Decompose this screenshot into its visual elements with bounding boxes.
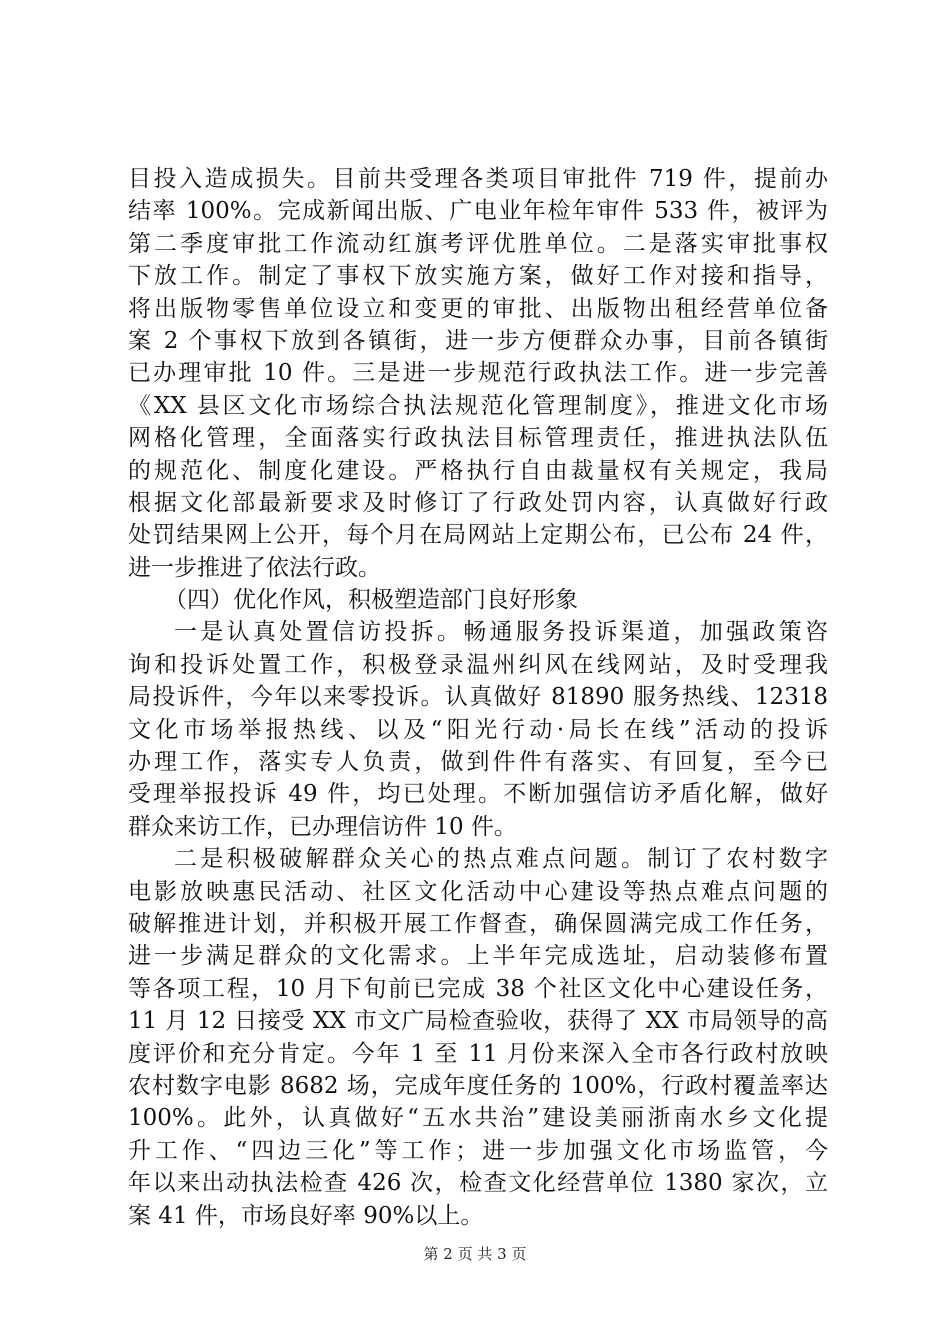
text-line: 《XX 县区文化市场综合执法规范化管理制度》，推进文化市场 <box>128 392 828 419</box>
text-line: 一是认真处置信访投拆。畅通服务投诉渠道，加强政策咨 <box>174 619 828 646</box>
text-line: 受理举报投诉 49 件，均已处理。不断加强信访矛盾化解，做好 <box>128 781 828 808</box>
text-line: 局投诉件，今年以来零投诉。认真做好 81890 服务热线、12318 <box>128 684 828 711</box>
text-line: 11 月 12 日接受 XX 市文广局检查验收，获得了 XX 市局领导的高 <box>128 1008 828 1035</box>
text-line: 升工作、“四边三化”等工作；进一步加强文化市场监管，今 <box>128 1137 828 1164</box>
text-line: 下放工作。制定了事权下放实施方案，做好工作对接和指导， <box>128 263 828 290</box>
text-line: 破解推进计划，并积极开展工作督查，确保圆满完成工作任务， <box>128 910 828 937</box>
text-line: 已办理审批 10 件。三是进一步规范行政执法工作。进一步完善 <box>128 360 828 387</box>
text-line: 目投入造成损失。目前共受理各类项目审批件 719 件，提前办 <box>128 166 828 192</box>
text-line: 农村数字电影 8682 场，完成年度任务的 100%，行政村覆盖率达 <box>128 1072 828 1099</box>
text-line: 的规范化、制度化建设。严格执行自由裁量权有关规定，我局 <box>128 457 828 484</box>
text-line: 电影放映惠民活动、社区文化活动中心建设等热点难点问题的 <box>128 878 828 905</box>
text-line: 等各项工程，10 月下旬前已完成 38 个社区文化中心建设任务， <box>128 975 828 1002</box>
text-line: 100%。此外，认真做好“五水共治”建设美丽浙南水乡文化提 <box>128 1105 828 1132</box>
text-line: 网格化管理，全面落实行政执法目标管理责任，推进执法队伍 <box>128 425 828 452</box>
section-heading: （四）优化作风，积极塑造部门良好形象 <box>164 587 578 614</box>
text-line: 文化市场举报热线、以及“阳光行动·局长在线”活动的投诉 <box>128 716 828 743</box>
text-line: 将出版物零售单位设立和变更的审批、出版物出租经营单位备 <box>128 295 828 322</box>
text-line: 案 2 个事权下放到各镇街，进一步方便群众办事，目前各镇街 <box>128 327 828 354</box>
text-line: 办理工作，落实专人负责，做到件件有落实、有回复，至今已 <box>128 749 828 776</box>
text-line: 处罚结果网上公开，每个月在局网站上定期公布，已公布 24 件， <box>128 522 828 549</box>
text-line: 询和投诉处置工作，积极登录温州纠风在线网站，及时受理我 <box>128 651 828 678</box>
text-line: 案 41 件，市场良好率 90%以上。 <box>128 1202 484 1229</box>
text-line: 进一步推进了依法行政。 <box>128 554 381 581</box>
text-line: 第二季度审批工作流动红旗考评优胜单位。二是落实审批事权 <box>128 230 828 257</box>
text-line: 二是积极破解群众关心的热点难点问题。制订了农村数字 <box>174 846 828 873</box>
text-line: 年以来出动执法检查 426 次，检查文化经营单位 1380 家次，立 <box>128 1170 828 1197</box>
page-number-footer: 第 2 页 共 3 页 <box>423 1245 527 1263</box>
document-body <box>128 163 828 1232</box>
text-line: 进一步满足群众的文化需求。上半年完成选址，启动装修布置 <box>128 943 828 970</box>
text-line: 结率 100%。完成新闻出版、广电业年检年审件 533 件，被评为 <box>128 198 828 225</box>
text-line: 群众来访工作，已办理信访件 10 件。 <box>128 813 517 840</box>
text-line: 度评价和充分肯定。今年 1 至 11 月份来深入全市各行政村放映 <box>128 1040 828 1067</box>
text-line: 根据文化部最新要求及时修订了行政处罚内容，认真做好行政 <box>128 489 828 516</box>
